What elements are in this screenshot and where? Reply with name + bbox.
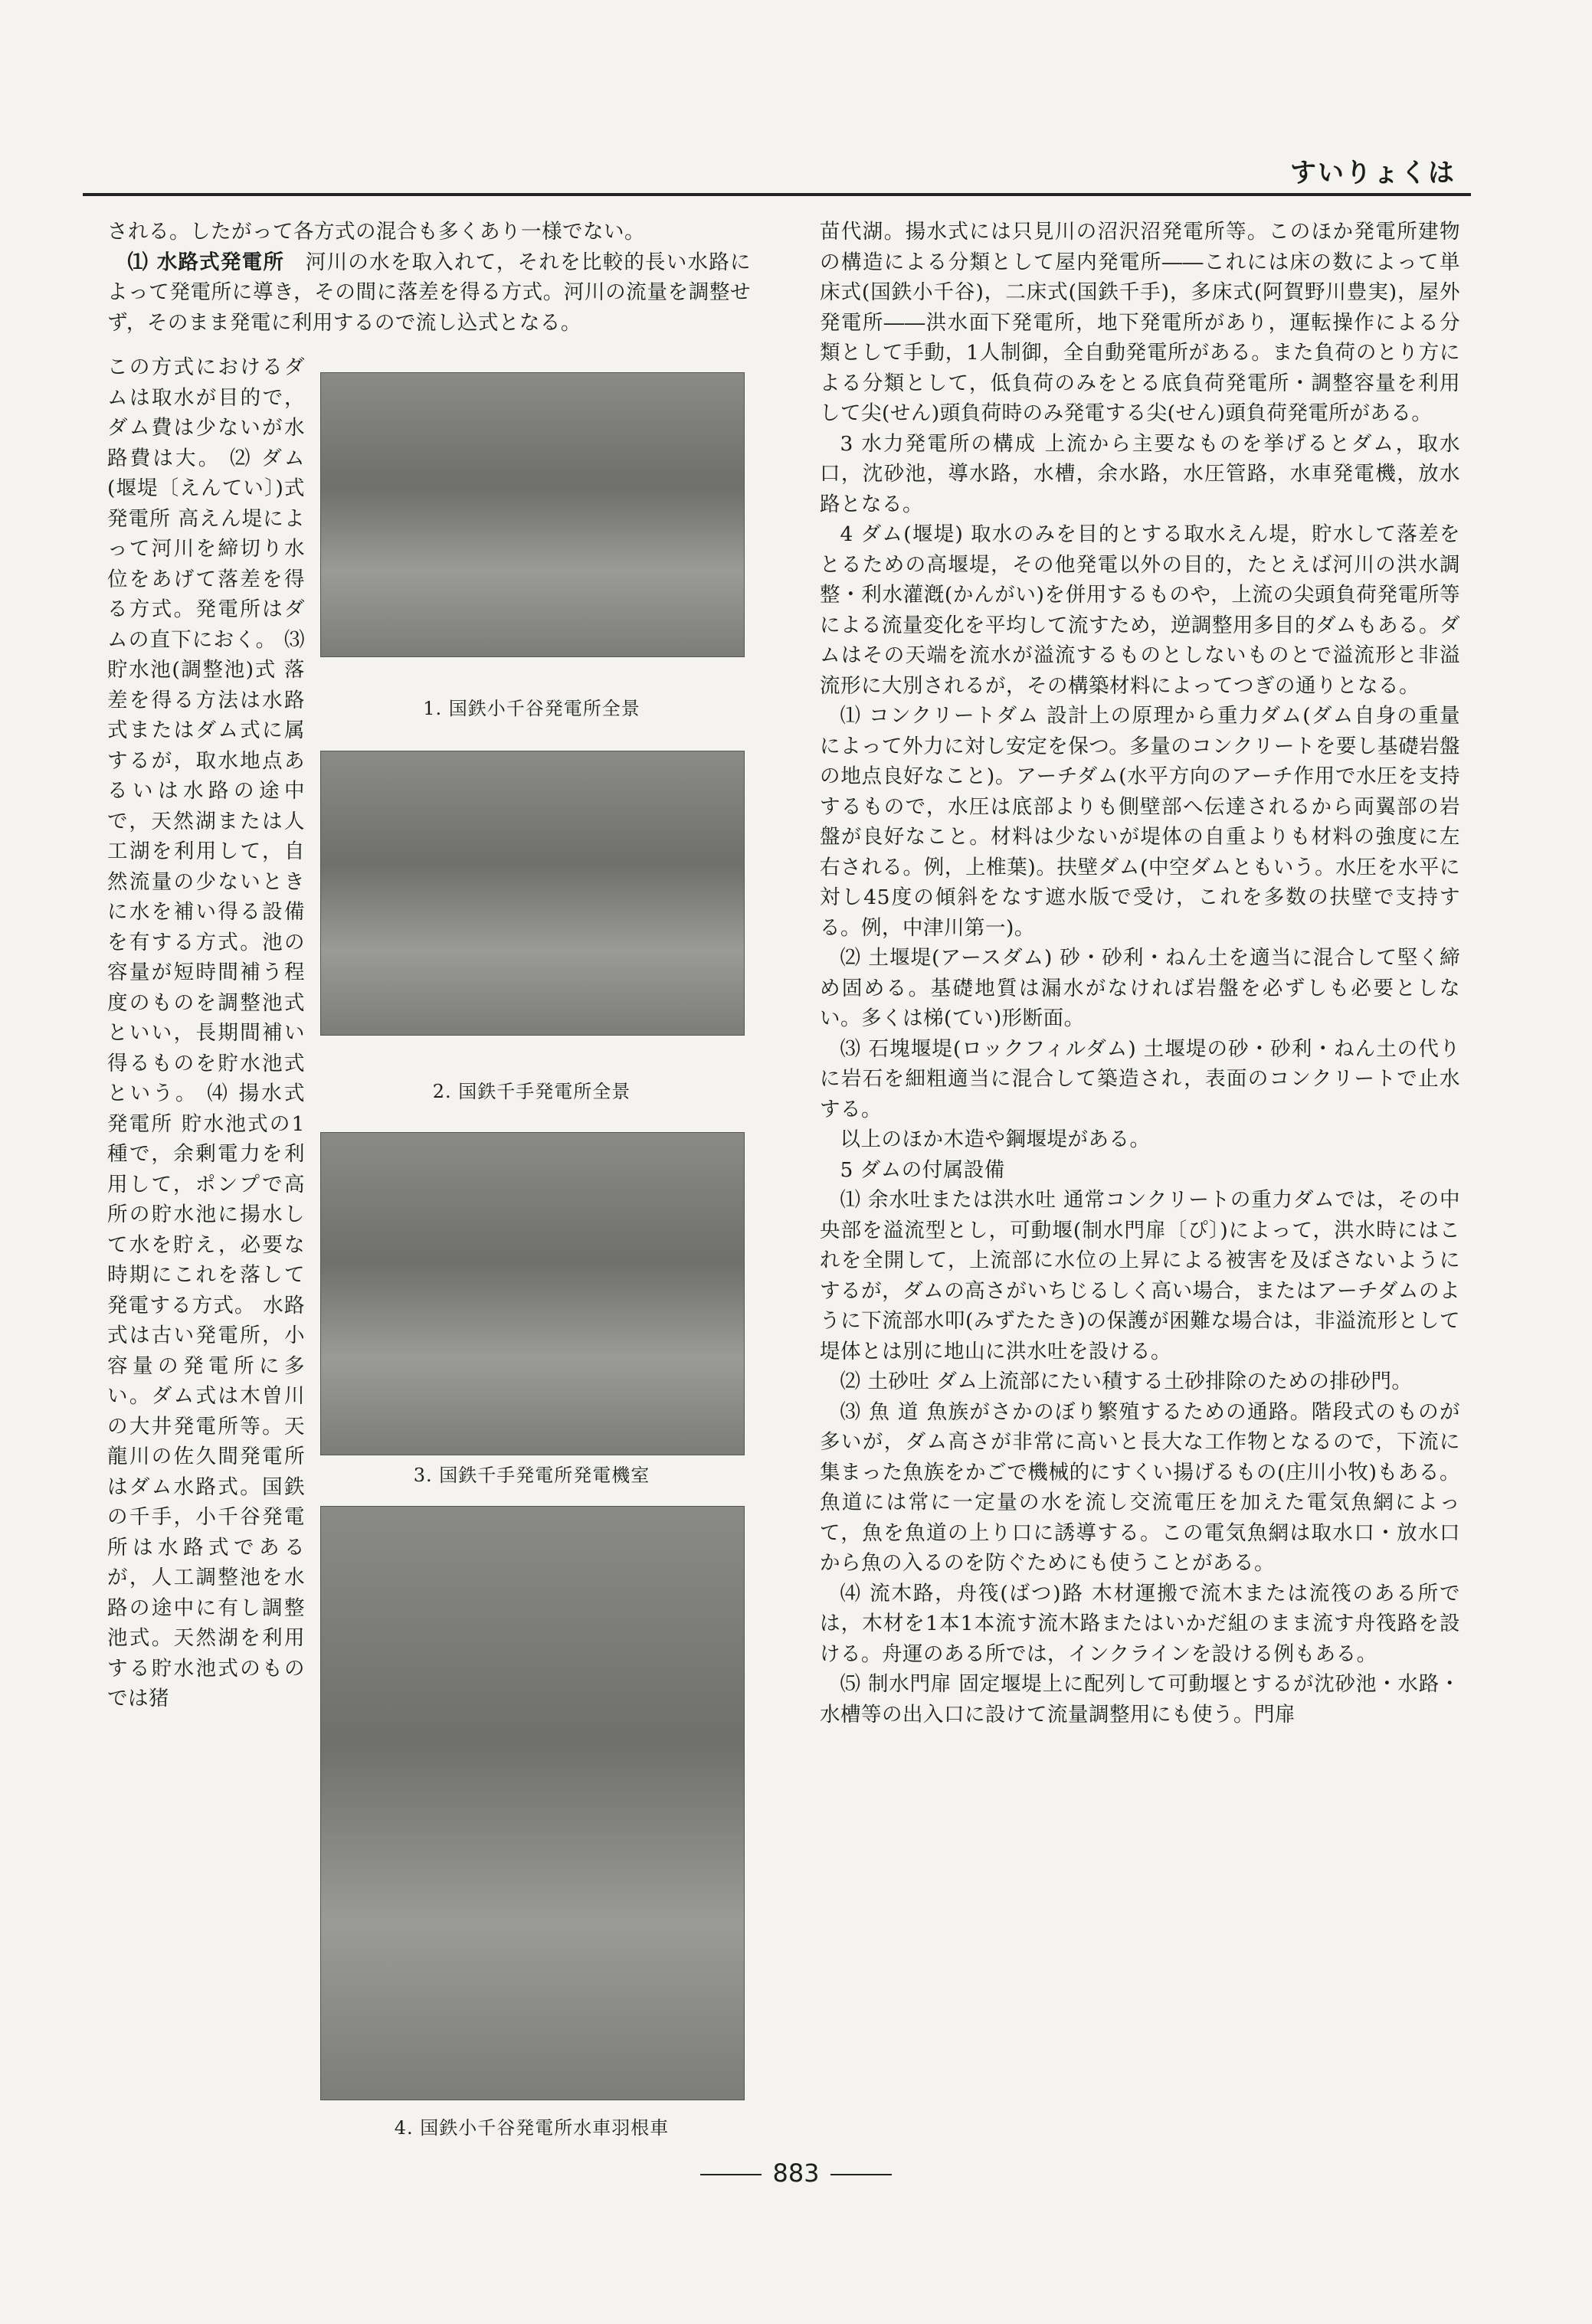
paragraph-1 (107, 247, 751, 339)
right-para: ⑴ 余水吐または洪水吐 通常コンクリートの重力ダムでは，その中央部を溢流型とし，可動堰(制水門扉〔ぴ〕)によって，洪水時にはこれを全開して，上流部に水位の上昇による被害を及ぼさないようにするが，ダムの高さがいちじるしく高い場合，またはアーチダムのように下流部水叩(みずたたき)の保護が困難な場合は，非溢流形として堤体とは別に地山に洪水吐を設ける。 (820, 1188, 1460, 1363)
right-para: ⑸ 制水門扉 固定堰堤上に配列して可動堰とするが沈砂池・水路・水槽等の出入口に設けて流量調整用にも使う。門扉 (820, 1672, 1460, 1727)
photo-caption-2: 2. 国鉄千手発電所全景 (432, 1081, 631, 1102)
right-para: ⑵ 土堰堤(アースダム) 砂・砂利・ねん土を適当に混合して堅く締め固める。基礎地質は漏水がなければ岩盤を必ずしも必要としない。多くは梯(てい)形断面。 (820, 946, 1460, 1030)
photo-caption-1: 1. 国鉄小千谷発電所全景 (423, 698, 640, 719)
photo-caption-4: 4. 国鉄小千谷発電所水車羽根車 (394, 2117, 670, 2139)
right-para: ⑶ 魚 道 魚族がさかのぼり繁殖するための通路。階段式のものが多いが，ダム高さが非常に高いと長大な工作物となるので，下流に集まった魚族をかごで機械的にすくい揚げるもの(庄川小牧)もある。魚道には常に一定量の水を流し交流電圧を加えた電気魚網によって，魚を魚道の上り口に誘導する。この電気魚網は取水口・放水口から魚の入るのを防ぐためにも使うことがある。 (820, 1399, 1460, 1575)
left-column: この方式におけるダムは取水が目的で，ダム費は少ないが水路費は大。 ⑵ ダム(堰堤〔えんてい〕)式発電所 高えん堤によって河川を締切り水位をあげて落差を得る方式。発電所はダムの直下におく。 ⑶ 貯水池(調整池)式 落差を得る方法は水路式またはダム式に属するが，取水地点あるいは水路の途中で，天然湖または人工湖を利用して，自然流量の少ないときに水を補い得る設備を有する方式。池の容量が短時間補う程度のものを調整池式といい，長期間補い得るものを貯水池式という。 ⑷ 揚水式発電所 貯水池式の1種で，余剰電力を利用して，ポンプで高所の貯水池に揚水して水を貯え，必要な時期にこれを落して発電する方式。 水路式は古い発電所，小容量の発電所に多い。ダム式は木曽川の大井発電所等。天龍川の佐久間発電所はダム水路式。国鉄の千手，小千谷発電所は水路式であるが，人工調整池を水路の途中に有し調整池式。天然湖を利用する貯水池式のものでは猪 (107, 355, 305, 1710)
right-para: ⑶ 石塊堰堤(ロックフィルダム) 土堰堤の砂・砂利・ねん土の代りに岩石を細粗適当に混合して築造され，表面のコンクリートで止水する。 (820, 1036, 1460, 1121)
running-header: すいりょくは (1290, 158, 1456, 188)
power-station-photo (320, 751, 745, 1036)
intro-block (107, 217, 751, 338)
page-number: 883 (0, 2159, 1592, 2188)
turbine-runner-photo (320, 1506, 745, 2100)
intro-line: される。したがって各方式の混合も多くあり一様でない。 (107, 220, 645, 244)
heading-waterway-type: ⑴ 水路式発電所 (127, 250, 285, 274)
right-para: ⑴ コンクリートダム 設計上の原理から重力ダム(ダム自身の重量によって外力に対し安定を保つ。多量のコンクリートを要し基礎岩盤の地点良好なこと)。アーチダム(水平方向のアーチ作用で水圧を支持するもので，水圧は底部よりも側壁部へ伝達されるから両翼部の岩盤が良好なこと。材料は少ないが堤体の自重よりも材料の強度に左右される。例，上椎葉)。扶壁ダム(中空ダムともいう。水圧を水平に対し45度の傾斜をなす遮水版で受け，これを多数の扶壁で支持する。例，中津川第一)。 (820, 704, 1460, 940)
right-para: ⑷ 流木路，舟筏(ばつ)路 木材運搬で流木または流筏のある所では，木材を1本1本流す流木路またはいかだ組のまま流す舟筏路を設ける。舟運のある所では，インクラインを設ける例もある。 (820, 1581, 1460, 1666)
generator-room-photo (320, 1132, 745, 1455)
photo-caption-3: 3. 国鉄千手発電所発電機室 (413, 1465, 650, 1486)
right-para: 以上のほか木造や鋼堰堤がある。 (840, 1128, 1151, 1151)
power-station-photo (320, 372, 745, 657)
right-para: 5 ダムの付属設備 (840, 1157, 1005, 1182)
header-rule (83, 193, 1471, 196)
paragraph-1-text: 河川の水を取入れて，それを比較的長い水路によって発電所に導き，その間に落差を得る方式。河川の流量を調整せず，そのまま発電に利用するので流し込式となる。 (107, 250, 751, 335)
right-column (820, 217, 1460, 1730)
right-para: ⑵ 土砂吐 ダム上流部にたい積する土砂排除のための排砂門。 (840, 1370, 1413, 1393)
right-para: 苗代湖。揚水式には只見川の沼沢沼発電所等。このほか発電所建物の構造による分類として屋内発電所――これには床の数によって単床式(国鉄小千谷)，二床式(国鉄千手)，多床式(阿賀野川豊実)，屋外発電所――洪水面下発電所，地下発電所があり，運転操作による分類として手動，1人制御，全自動発電所がある。また負荷のとり方による分類として，低負荷のみをとる底負荷発電所・調整容量を利用して尖(せん)頭負荷時のみ発電する尖(せん)頭負荷発電所がある。 (820, 220, 1460, 425)
right-para: 4 ダム(堰堤) 取水のみを目的とする取水えん堤，貯水して落差をとるための高堰堤，その他発電以外の目的，たとえば河川の洪水調整・利水灌漑(かんがい)を併用するものや，上流の尖頭負荷発電所等による流量変化を平均して流すため，逆調整用多目的ダムもある。ダムはその天端を流水が溢流するものとしないものとで溢流形と非溢流形に大別されるが，その構築材料によってつぎの通りとなる。 (820, 522, 1460, 698)
right-para: 3 水力発電所の構成 上流から主要なものを挙げるとダム，取水口，沈砂池，導水路，水槽，余水路，水圧管路，水車発電機，放水路となる。 (820, 431, 1460, 516)
